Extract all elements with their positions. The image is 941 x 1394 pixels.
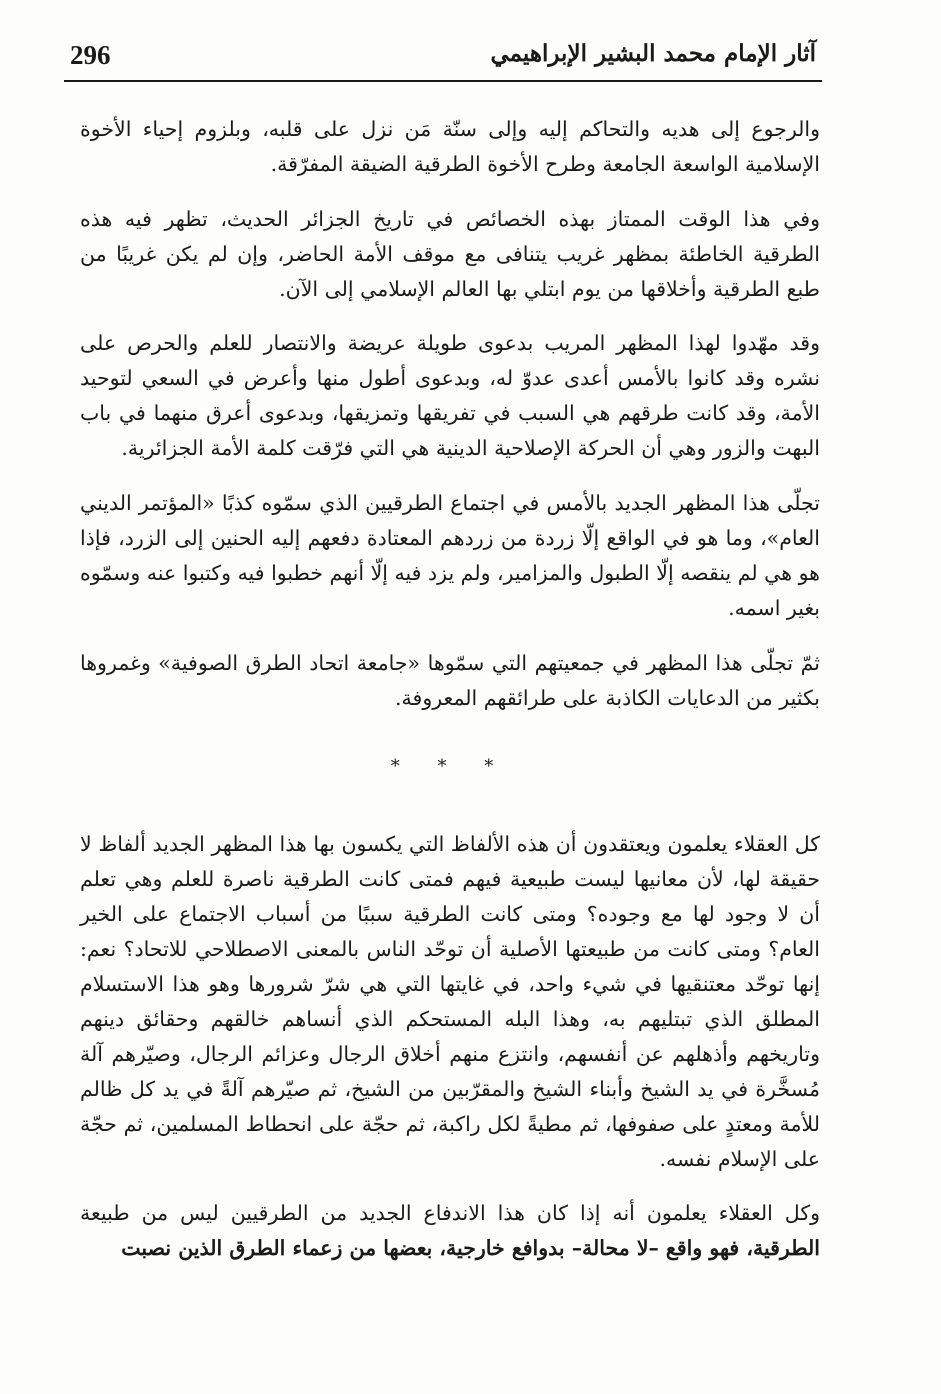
running-title: آثار الإمام محمد البشير الإبراهيمي <box>490 40 816 67</box>
paragraph: والرجوع إلى هديه والتحاكم إليه وإلى سنّة مَن نزل على قلبه، وبلزوم إحياء الأخوة الإسلامية الواسعة الجامعة وطرح الأخوة الطرقية الضيقة المفرّقة. <box>80 117 820 176</box>
paragraph: كل العقلاء يعلمون ويعتقدون أن هذه الألفاظ التي يكسون بها هذا المظهر الجديد ألفاظ لا حقيقة لها، لأن معانيها ليست طبيعية فيهم فمتى كانت الطرقية ناصرة للعلم وهي تعلم أن لا وجود لها مع وجوده؟ ومتى كانت الطرقية سببًا من أسباب الاجتماع على الخير العام؟ ومتى كانت من طبيعتها الأصلية أن توحّد الناس بالمعنى الاصطلاحي للاتحاد؟ نعم: إنها توحّد معتنقيها في شيء واحد، في غايتها التي هي شرّ شرورها وهو هذا الاستسلام المطلق الذي تبتليهم به، وهذا البله المستحكم الذي أنساهم خالقهم وحقائق دينهم وتاريخهم وأذهلهم عن أنفسهم، وانتزع منهم أخلاق الرجال وعزائم الرجال، وصيّرهم آلة مُسخَّرة في يد الشيخ وأبناء الشيخ والمقرّبين من الشيخ، ثم صيّرهم آلةً في يد كل ظالم للأمة ومعتدٍ على صفوفها، ثم مطيةً لكل راكبة، ثم حجّة على انحطاط المسلمين، ثم حجّة على الإسلام نفسه. <box>80 832 820 1171</box>
paragraph: ثمّ تجلّى هذا المظهر في جمعيتهم التي سمّوها «جامعة اتحاد الطرق الصوفية» وغمروها بكثير من الدعايات الكاذبة على طرائقهم المعروفة. <box>80 651 820 710</box>
header-rule <box>64 80 822 82</box>
paragraph: تجلّى هذا المظهر الجديد بالأمس في اجتماع الطرقيين الذي سمّوه كذبًا «المؤتمر الديني العام»، وما هو في الواقع إلّا زردة من زردهم المعتادة دفعهم إليه الحنين إلى الزرد، فإذا هو هي لم ينقصه إلّا الطبول والمزامير، ولم يزد فيه إلّا أنهم خطبوا فيه وكتبوا عنه وسمّوه بغير اسمه. <box>80 491 820 620</box>
paragraph-last <box>80 1196 820 1266</box>
page-number: 296 <box>70 40 111 70</box>
paragraph-last-bold: الطرقية، فهو واقع –لا محالة– بدوافع خارجية، بعضها من زعماء الطرق الذين نصبت <box>121 1236 820 1260</box>
page-body <box>80 112 820 1266</box>
paragraph: وفي هذا الوقت الممتاز بهذه الخصائص في تاريخ الجزائر الحديث، تظهر فيه هذه الطرقية الخاطئة بمظهر غريب يتنافى مع موقف الأمة الحاضر، وإن لم يكن غريبًا من طبع الطرقية وأخلاقها من يوم ابتلي بها العالم الإسلامي إلى الآن. <box>80 207 820 301</box>
paragraph: وقد مهّدوا لهذا المظهر المريب بدعوى طويلة عريضة والانتصار للعلم والحرص على نشره وقد كانوا بالأمس أعدى عدوّ له، وبدعوى أطول منها وأعرض في السعي لتوحيد الأمة، وقد كانت طرقهم هي السبب في تفريقها وتمزيقها، وبدعوى أعرق منهما في باب البهت والزور وهي أن الحركة الإصلاحية الدينية هي التي فرّقت كلمة الأمة الجزائرية. <box>80 331 820 460</box>
page-header <box>64 34 822 80</box>
paragraph-last-normal: وكل العقلاء يعلمون أنه إذا كان هذا الاندفاع الجديد من الطرقيين ليس من طبيعة <box>80 1201 820 1225</box>
section-separator: * * * <box>390 756 510 777</box>
